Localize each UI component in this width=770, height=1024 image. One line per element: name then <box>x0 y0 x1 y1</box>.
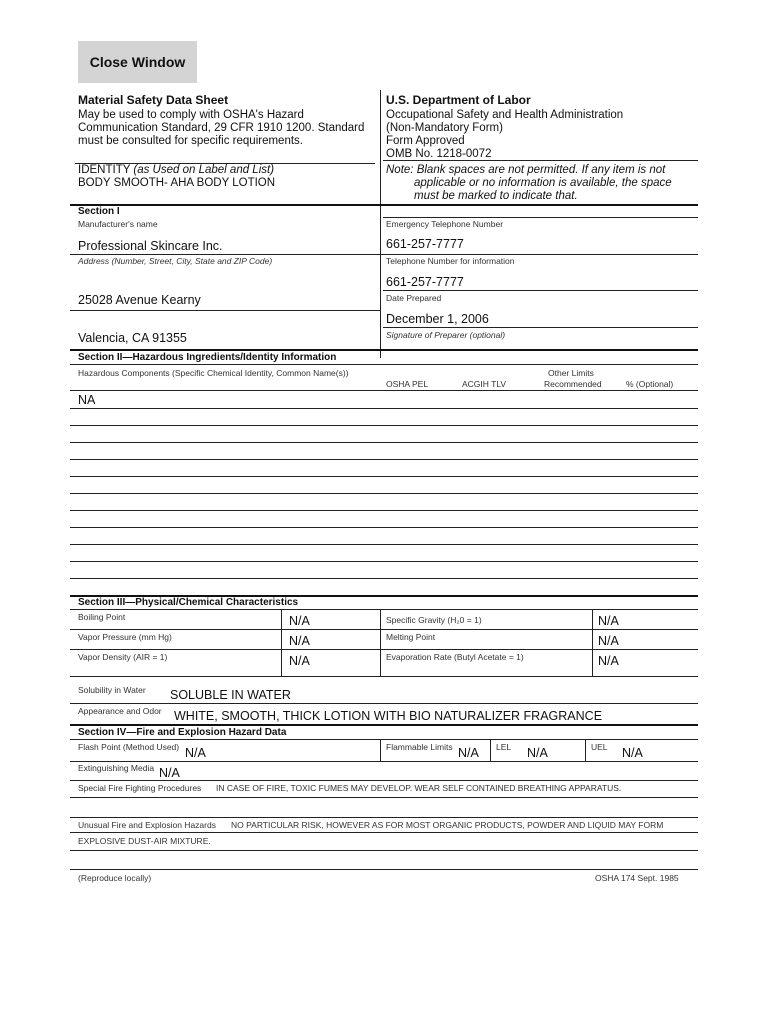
flash-point-value: N/A <box>185 746 206 760</box>
flash-point-label: Flash Point (Method Used) <box>78 742 180 752</box>
solubility-value: SOLUBLE IN WATER <box>170 688 291 702</box>
boiling-point-value: N/A <box>289 614 310 628</box>
omb-number: OMB No. 1218-0072 <box>386 148 492 160</box>
vapor-density-label: Vapor Density (AIR = 1) <box>78 652 168 662</box>
department-title: U.S. Department of Labor <box>386 93 531 107</box>
col-acgih-tlv: ACGIH TLV <box>462 379 507 389</box>
special-procedures-label: Special Fire Fighting Procedures <box>78 783 202 793</box>
signature-label: Signature of Preparer (optional) <box>386 330 506 340</box>
note-line-3: must be marked to indicate that. <box>414 190 578 202</box>
department-line-3: Form Approved <box>386 135 465 147</box>
close-window-button[interactable]: Close Window <box>78 41 197 83</box>
appearance-value: WHITE, SMOOTH, THICK LOTION WITH BIO NATURALIZER FRAGRANCE <box>174 709 603 723</box>
special-procedures-value: IN CASE OF FIRE, TOXIC FUMES MAY DEVELOP. WEAR SELF CONTAINED BREATHING APPARATUS. <box>216 783 622 793</box>
unusual-hazards-value-2: EXPLOSIVE DUST-AIR MIXTURE. <box>78 836 211 846</box>
footer-reproduce: (Reproduce locally) <box>78 873 152 883</box>
evaporation-rate-value: N/A <box>598 654 619 668</box>
col-other-limits-label: Other Limits <box>548 368 594 378</box>
vapor-pressure-value: N/A <box>289 634 310 648</box>
vapor-density-value: N/A <box>289 654 310 668</box>
date-prepared-label: Date Prepared <box>386 293 442 303</box>
col-recommended: Recommended <box>544 379 602 389</box>
flammable-limits-value: N/A <box>458 746 479 760</box>
manufacturer-label: Manufacturer's name <box>78 219 158 229</box>
appearance-label: Appearance and Odor <box>78 706 162 716</box>
vapor-pressure-label: Vapor Pressure (mm Hg) <box>78 632 172 642</box>
uel-value: N/A <box>622 746 643 760</box>
note-line-2: applicable or no information is available, the space <box>414 177 672 189</box>
col-osha-pel: OSHA PEL <box>386 379 429 389</box>
section-1-title: Section I <box>78 206 120 217</box>
emergency-phone-label: Emergency Telephone Number <box>386 219 504 229</box>
footer-form-number: OSHA 174 Sept. 1985 <box>595 873 679 883</box>
address-line-2: Valencia, CA 91355 <box>78 331 187 345</box>
address-label: Address (Number, Street, City, State and ZIP Code) <box>78 256 273 266</box>
solubility-label: Solubility in Water <box>78 685 146 695</box>
uel-label: UEL <box>591 742 608 752</box>
note: Note: Blank spaces are not permitted. If any item is not <box>386 164 666 176</box>
extinguishing-media-label: Extinguishing Media <box>78 763 155 773</box>
identity-label: IDENTITY (as Used on Label and List) <box>78 164 275 176</box>
melting-point-value: N/A <box>598 634 619 648</box>
evaporation-rate-label: Evaporation Rate (Butyl Acetate = 1) <box>386 652 524 662</box>
info-phone: 661-257-7777 <box>386 275 464 289</box>
lel-value: N/A <box>527 746 548 760</box>
date-prepared: December 1, 2006 <box>386 312 489 326</box>
boiling-point-label: Boiling Point <box>78 612 126 622</box>
address-line-1: 25028 Avenue Kearny <box>78 293 201 307</box>
unusual-hazards-value-1: NO PARTICULAR RISK, HOWEVER AS FOR MOST ORGANIC PRODUCTS, POWDER AND LIQUID MAY FORM <box>231 820 664 830</box>
melting-point-label: Melting Point <box>386 632 436 642</box>
specific-gravity-label: Specific Gravity (H₂0 = 1) <box>386 615 482 625</box>
section-4-title: Section IV—Fire and Explosion Hazard Data <box>78 727 287 738</box>
hazardous-components-value: NA <box>78 393 96 407</box>
form-title: Material Safety Data Sheet <box>78 93 229 107</box>
identity-value: BODY SMOOTH- AHA BODY LOTION <box>78 177 276 189</box>
manufacturer-name: Professional Skincare Inc. <box>78 239 223 253</box>
section-3-title: Section III—Physical/Chemical Characteristics <box>78 597 299 608</box>
info-phone-label: Telephone Number for information <box>386 256 515 266</box>
emergency-phone: 661-257-7777 <box>386 237 464 251</box>
form-description-3: must be consulted for specific requirements. <box>78 135 303 147</box>
lel-label: LEL <box>496 742 512 752</box>
form-description-2: Communication Standard, 29 CFR 1910 1200. Standard <box>78 122 365 134</box>
department-line-2: (Non-Mandatory Form) <box>386 122 503 134</box>
department-line-1: Occupational Safety and Health Administration <box>386 109 624 121</box>
form-description-1: May be used to comply with OSHA's Hazard <box>78 109 304 121</box>
unusual-hazards-label: Unusual Fire and Explosion Hazards <box>78 820 216 830</box>
specific-gravity-value: N/A <box>598 614 619 628</box>
section-2-title: Section II—Hazardous Ingredients/Identity Information <box>78 352 337 363</box>
col-percent-optional: % (Optional) <box>626 379 674 389</box>
hazardous-components-label: Hazardous Components (Specific Chemical Identity, Common Name(s)) <box>78 368 349 378</box>
flammable-limits-label: Flammable Limits <box>386 742 453 752</box>
extinguishing-media-value: N/A <box>159 766 180 780</box>
